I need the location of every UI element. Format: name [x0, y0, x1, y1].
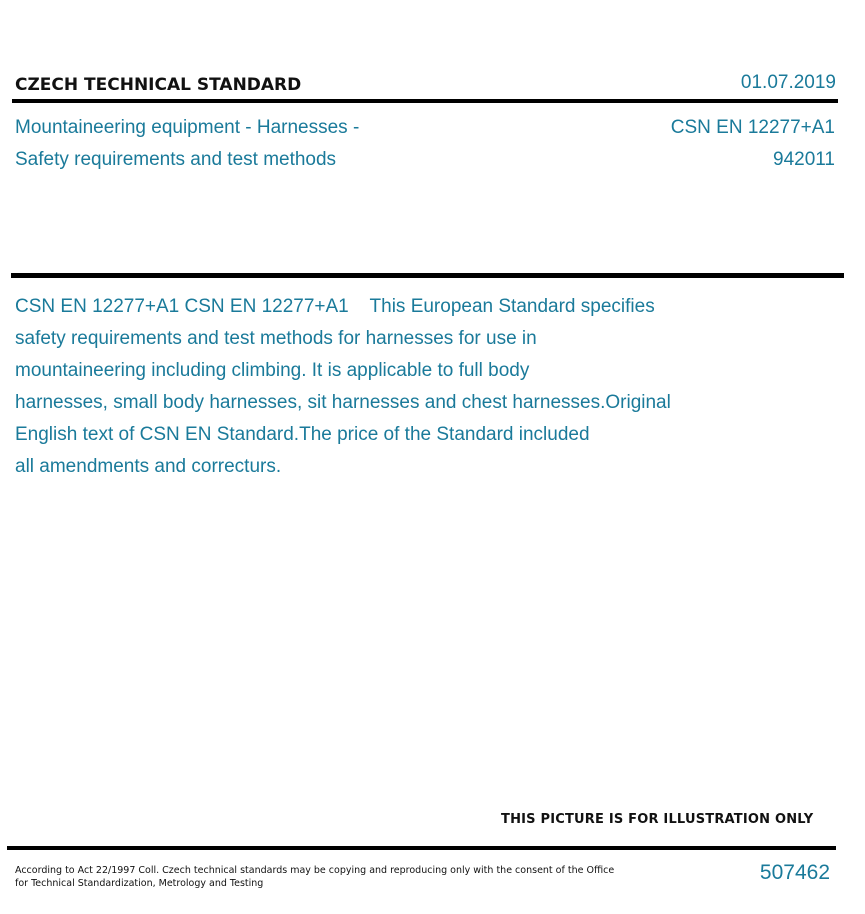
standard-number: CSN EN 12277+A1 [670, 117, 835, 138]
bottom-divider [7, 846, 836, 850]
abstract-line: CSN EN 12277+A1 CSN EN 12277+A1 This European Standard specifies [15, 296, 655, 317]
standard-title-line-1: Mountaineering equipment - Harnesses - [15, 117, 360, 138]
publication-date: 01.07.2019 [740, 72, 836, 93]
top-divider [12, 99, 838, 103]
middle-divider [11, 273, 844, 278]
abstract-line: mountaineering including climbing. It is applicable to full body [15, 360, 530, 381]
legal-notice [15, 864, 614, 890]
illustration-note: THIS PICTURE IS FOR ILLUSTRATION ONLY [501, 812, 814, 827]
standard-title-line-2: Safety requirements and test methods [15, 149, 337, 170]
abstract [15, 291, 775, 483]
legal-notice-line: According to Act 22/1997 Coll. Czech technical standards may be copying and reproducing only with the consent of the Office [15, 865, 615, 876]
classification-code: 942011 [773, 149, 835, 170]
abstract-line: all amendments and correcturs. [15, 456, 282, 477]
document-id: 507462 [759, 861, 830, 884]
abstract-line: safety requirements and test methods for harnesses for use in [15, 328, 537, 349]
abstract-line: English text of CSN EN Standard.The price of the Standard included [15, 424, 590, 445]
abstract-line: harnesses, small body harnesses, sit harnesses and chest harnesses.Original [15, 392, 671, 413]
header-title: CZECH TECHNICAL STANDARD [15, 75, 302, 95]
legal-notice-line: for Technical Standardization, Metrology and Testing [15, 878, 264, 889]
